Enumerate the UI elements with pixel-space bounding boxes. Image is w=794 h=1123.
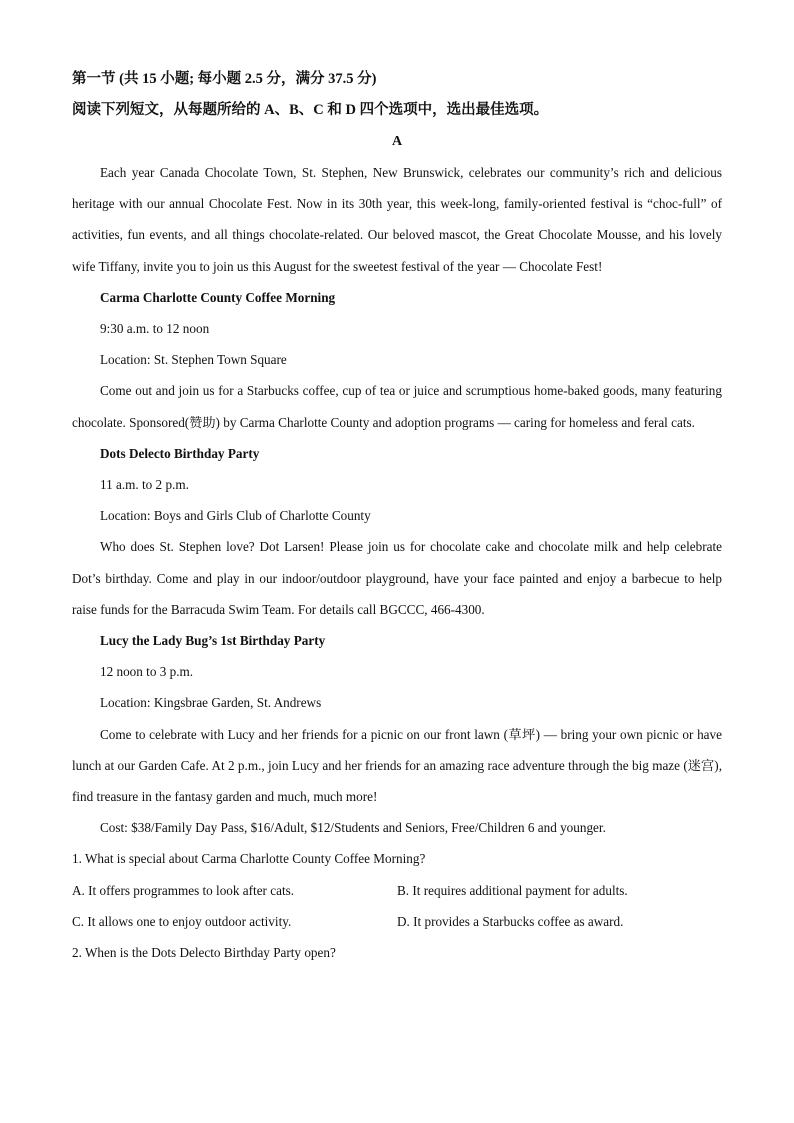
option-d[interactable]: D. It provides a Starbucks coffee as award. [397, 913, 624, 929]
question-stem: 1. What is special about Carma Charlotte County Coffee Morning? [72, 851, 426, 867]
option-row [72, 906, 722, 937]
exam-page [72, 64, 722, 968]
event-location: Location: Boys and Girls Club of Charlotte County [100, 508, 371, 524]
section-header: 第一节 (共 15 小题; 每小题 2.5 分，满分 37.5 分) [72, 71, 377, 87]
option-row [72, 875, 722, 906]
event-description: Who does St. Stephen love? Dot Larsen! Please join us for chocolate cake and chocolate milk and help celebrate Dot’s birthday. Come and play in our indoor/outdoor playground, have your face painted and enjoy a barbecue to help raise funds for the Barracuda Swim Team. For details call BGCCC, 466-4300. [72, 539, 722, 617]
event-title: Dots Delecto Birthday Party [100, 445, 260, 461]
option-a[interactable]: A. It offers programmes to look after cats. [72, 882, 295, 898]
option-c[interactable]: C. It allows one to enjoy outdoor activity. [72, 913, 292, 929]
event-title: Carma Charlotte County Coffee Morning [100, 289, 336, 305]
event-description: Come out and join us for a Starbucks coffee, cup of tea or juice and scrumptious home-baked goods, many featuring chocolate. Sponsored(赞助) by Carma Charlotte County and adoption programs — caring for homeless and feral cats. [72, 383, 722, 430]
event-time: 12 noon to 3 p.m. [100, 664, 194, 680]
instruction: 阅读下列短文，从每题所给的 A、B、C 和 D 四个选项中，选出最佳选项。 [72, 102, 549, 118]
question-stem: 2. When is the Dots Delecto Birthday Party open? [72, 945, 336, 961]
passage-label: A [391, 134, 403, 149]
event-title: Lucy the Lady Bug’s 1st Birthday Party [100, 633, 326, 649]
event-description: Come to celebrate with Lucy and her friends for a picnic on our front lawn (草坪) — bring your own picnic or have lunch at our Garden Cafe. At 2 p.m., join Lucy and her friends for an amazing race adventure through the big maze (迷宫), find treasure in the fantasy garden and much, much more! [72, 726, 722, 805]
event-location: Location: St. Stephen Town Square [100, 352, 287, 368]
event-cost: Cost: $38/Family Day Pass, $16/Adult, $12/Students and Seniors, Free/Children 6 and younger. [100, 820, 606, 836]
event-location: Location: Kingsbrae Garden, St. Andrews [100, 695, 322, 711]
event-time: 9:30 a.m. to 12 noon [100, 321, 210, 337]
passage-intro: Each year Canada Chocolate Town, St. Stephen, New Brunswick, celebrates our community’s rich and delicious heritage with our annual Chocolate Fest. Now in its 30th year, this week-long, family-oriented festival is “choc-full” of activities, fun events, and all things chocolate-related. Our beloved mascot, the Great Chocolate Mousse, and his lovely wife Tiffany, invite you to join us this August for the sweetest festival of the year — Chocolate Fest! [72, 165, 722, 274]
event-time: 11 a.m. to 2 p.m. [100, 477, 189, 493]
option-b[interactable]: B. It requires additional payment for adults. [397, 882, 628, 898]
